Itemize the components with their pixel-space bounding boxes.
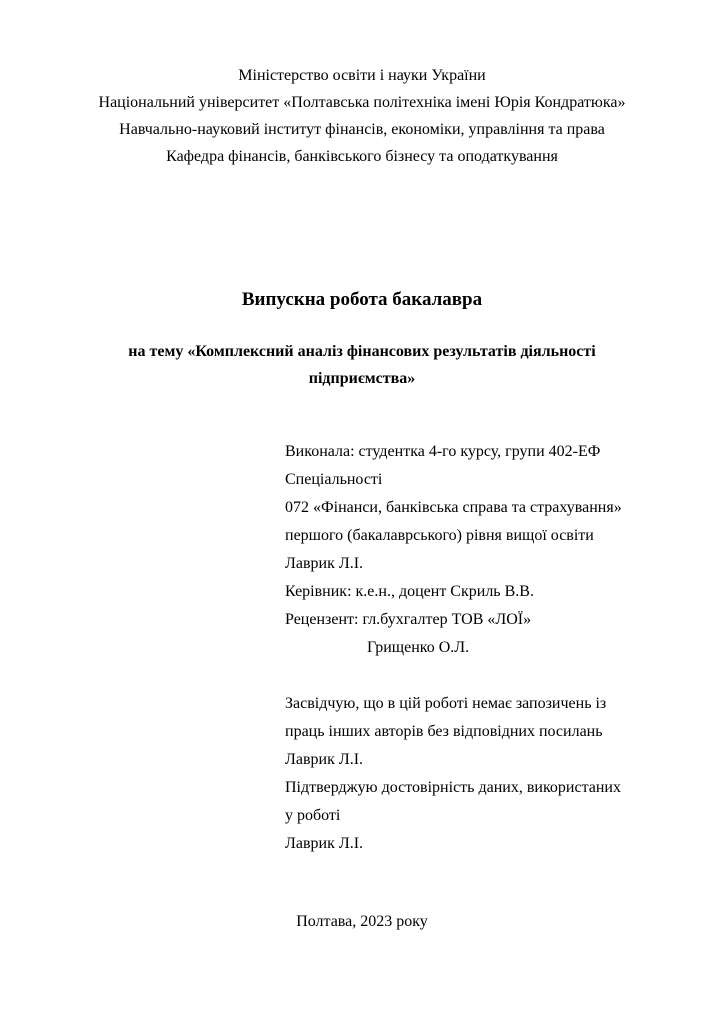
detail-line-reviewer-name: Грищенко О.Л.	[367, 639, 470, 656]
detail-line-specialty-code: 072 «Фінанси, банківська справа та страхування»	[285, 499, 622, 516]
attestation-line-4: у роботі	[285, 807, 341, 824]
attestation-line-2: праць інших авторів без відповідних посилань	[285, 723, 603, 740]
detail-line-specialty-label: Спеціальності	[285, 471, 383, 488]
header-line-institute: Навчально-науковий інститут фінансів, економіки, управління та права	[119, 121, 605, 138]
detail-line-author: Виконала: студентка 4-го курсу, групи 402-ЕФ	[285, 443, 601, 460]
detail-line-degree-level: першого (бакалаврського) рівня вищої освіти	[285, 527, 594, 544]
detail-line-reviewer: Рецензент: гл.бухгалтер ТОВ «ЛОЇ»	[285, 611, 532, 628]
attestation-signature-1: Лаврик Л.І.	[285, 751, 364, 768]
thesis-topic	[0, 338, 724, 392]
place-and-year: Полтава, 2023 року	[296, 913, 428, 930]
topic-line-1: на тему «Комплексний аналіз фінансових результатів діяльності	[128, 343, 596, 360]
topic-line-2: підприємства»	[308, 370, 416, 387]
header-line-university: Національний університет «Полтавська політехніка імені Юрія Кондратюка»	[98, 94, 626, 111]
detail-line-supervisor: Керівник: к.е.н., доцент Скриль В.В.	[285, 583, 534, 600]
attestation-block	[285, 690, 684, 858]
document-title: Випускна робота бакалавра	[241, 289, 483, 310]
header-line-ministry: Міністерство освіти і науки України	[238, 67, 486, 84]
attestation-line-1: Засвідчую, що в цій роботі немає запозичень із	[285, 695, 607, 712]
header-line-department: Кафедра фінансів, банківського бізнесу та оподаткування	[166, 148, 558, 165]
attestation-signature-2: Лаврик Л.І.	[285, 835, 364, 852]
institution-header	[0, 0, 724, 170]
author-details-block	[285, 438, 684, 662]
detail-line-author-name: Лаврик Л.І.	[285, 555, 364, 572]
attestation-line-3: Підтверджую достовірність даних, використаних	[285, 779, 621, 796]
